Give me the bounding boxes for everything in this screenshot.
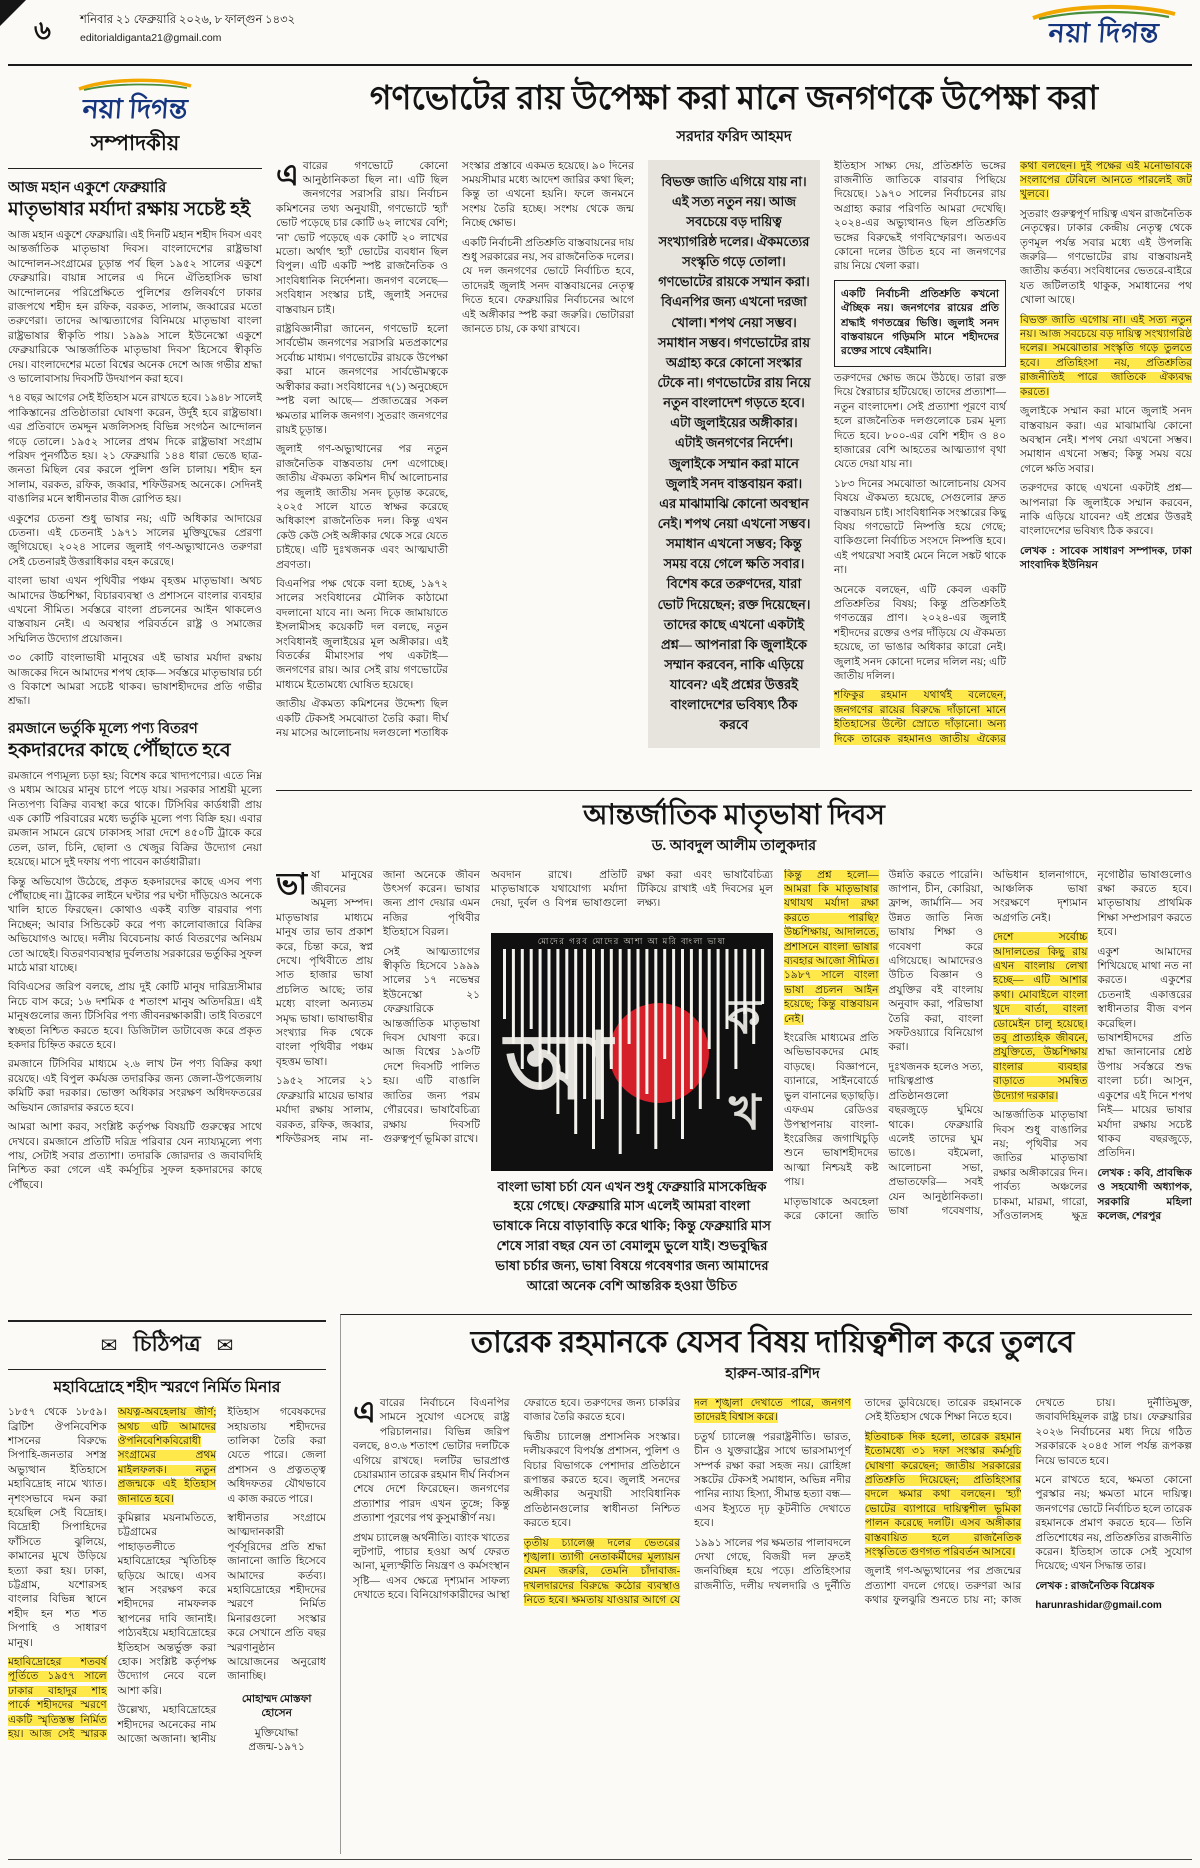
body-paragraph: বাংলা ভাষা এখন পৃথিবীর পঞ্চম বৃহত্তম মাতৃভাষা। অথচ আমাদের উচ্চশিক্ষা, বিচারব্যবস্থা ও প্রশাসনে বাংলার ব্যবহার এখনো সীমিত। সর্বস্তরে বাংলা প্রচলনের আইন থাকলেও বাস্তবায়ন নেই। এ অবস্থার পরিবর্তনে রাষ্ট্র ও সমাজের সম্মিলিত উদ্যোগ প্রয়োজন। xyxy=(8,576,262,645)
body-paragraph: বিবিএসের জরিপ বলছে, প্রায় দুই কোটি মানুষ দারিদ্র্যসীমার নিচে বাস করে; ১৬ দশমিক ৫ শতাংশ মানুষ অতিদরিদ্র। এই মানুষগুলোর জন্য টিসিবির পণ্য জীবনরক্ষাকারী। তাই বিতরণে স্বচ্ছতা নিশ্চিত করতে হবে। ডিজিটাল ডাটাবেজ করে প্রকৃত হকদার চিহ্নিত করতে হবে। xyxy=(8,982,262,1052)
highlighted-text: বিভক্ত জাতি এগোয় না। এই সত্য নতুন নয়। আজ সবচেয়ে বড় দায়িত্ব সংখ্যাগরিষ্ঠ দলের। সমঝোতার সংস্কৃতি গড়ে তুলতে হবে। প্রতিহিংসা নয়, প্রতিশ্রুতির রাজনীতিই পারে জাতিকে ঐক্যবদ্ধ করতে। xyxy=(1020,314,1192,398)
article-2-byline: ড. আবদুল আলীম তালুকদার xyxy=(651,837,817,854)
artwork-letter-ka: ক xyxy=(727,990,761,1044)
article-1-body-post xyxy=(834,160,1192,748)
body-paragraph xyxy=(1020,314,1192,400)
editorial-1-kicker: আজ মহান একুশে ফেব্রুয়ারি xyxy=(8,180,167,196)
body-paragraph: কুমিল্লার ময়নামতিতে, চট্টগ্রামের পাহাড়তলীতে মহাবিদ্রোহের স্মৃতিচিহ্ন ছড়িয়ে আছে। এসব স্থান সংরক্ষণ করে শহীদদের নামফলক স্থাপনের দাবি জানাই। পাঠ্যবইয়ে মহাবিদ্রোহের ইতিহাস অন্তর্ভুক্ত করা হোক। সংশ্লিষ্ট কর্তৃপক্ষ উদ্যোগ নেবে বলে আশা করি। xyxy=(117,1512,217,1697)
header-rule xyxy=(8,64,1192,66)
body-paragraph: রমজানে পণ্যমূল্য চড়া হয়; বিশেষ করে খাদ্যপণ্যের। এতে নিম্ন ও মধ্যম আয়ের মানুষ চাপে পড়ে যায়। সরকার সাশ্রয়ী মূল্যে নিত্যপণ্য বিক্রির ব্যবস্থা করে থাকে। টিসিবির কার্ডধারী প্রায় এক কোটি পরিবারের মধ্যে ভর্তুকি মূল্যে পণ্য বিক্রি হয়। এবার রমজান সামনে রেখে ঢাকাসহ সারা দেশে ৪৫০টি ট্রাকে করে তেল, ডাল, চিনি, ছোলা ও খেজুর বিক্রির উদ্যোগ নেয়া হয়েছে। মাসে দুই দফায় পণ্য পাবেন কার্ডধারীরা। xyxy=(8,770,262,869)
body-paragraph: ৩০ কোটি বাংলাভাষী মানুষের এই ভাষার মর্যাদা রক্ষায় আজকের দিনে আমাদের শপথ হোক— সর্বস্তরে মাতৃভাষার চর্চা ও বিকাশে আমরা সচেষ্ট থাকব। ভাষাশহীদদের প্রতি গভীর শ্রদ্ধা। xyxy=(8,653,262,708)
article-mother-language-day xyxy=(276,790,1192,1308)
editorial-sidebar xyxy=(8,72,262,1316)
editorial-1-title[interactable]: মাতৃভাষার মর্যাদা রক্ষায় সচেষ্ট হই xyxy=(8,199,251,221)
body-paragraph: তরুণদের কাছে এখনো একটাই প্রশ্ন— আপনারা কি জুলাইকে সম্মান করবেন, নাকি এড়িয়ে যাবেন? এই প্রশ্নের উত্তরই বাংলাদেশের ভবিষ্যৎ ঠিক করবে। xyxy=(1020,483,1192,538)
highlighted-text: কিন্তু প্রশ্ন হলো— আমরা কি মাতৃভাষার যথাযথ মর্যাদা রক্ষা করতে পারছি? উচ্চশিক্ষায়, আদালতে, প্রশাসনে বাংলা ভাষার ব্যবহার আজো সীমিত। ১৯৮৭ সালে বাংলা ভাষা প্রচলন আইন হয়েছে; কিন্তু বাস্তবায়ন নেই। xyxy=(784,869,879,1025)
article-2-left-columns xyxy=(276,869,480,1308)
body-paragraph: মুক্তিযোদ্ধা প্রজন্ম-১৯৭১ xyxy=(248,1727,305,1754)
artwork-top-text: মোদের গরব মোদের আশা আ মরি বাংলা ভাষা xyxy=(537,935,727,946)
letters-section-title: চিঠিপত্র xyxy=(133,1331,201,1356)
editorial-1-body xyxy=(8,229,262,710)
letters-header xyxy=(8,1320,326,1370)
body-paragraph: একটি নির্বাচনী প্রতিশ্রুতি কখনো ঐচ্ছিক নয়। জনগণের রায়ের প্রতি শ্রদ্ধাই গণতন্ত্রের ভিত্তি। জুলাই সনদ বাস্তবায়নে গড়িমসি মানে শহীদদের রক্তের সাথে বেইমানি। xyxy=(834,280,1006,367)
article-3-byline: হারুন-আর-রশিদ xyxy=(725,1366,820,1382)
masthead-logo xyxy=(1020,2,1188,47)
envelope-icon: ✉ xyxy=(100,1334,118,1357)
body-paragraph: মাতৃভাষাকে অবহেলা করে কোনো জাতি উন্নতি করতে পারেনি। জাপান, চীন, কোরিয়া, ফ্রান্স, জার্মানি— সব উন্নত জাতি নিজ ভাষায় শিক্ষা ও গবেষণা করে এগিয়েছে। আমাদেরও উচিত বিজ্ঞান ও প্রযুক্তির বই বাংলায় অনুবাদ করা, পরিভাষা তৈরি করা, বাংলা সফটওয়্যারে বিনিয়োগ করা। xyxy=(784,869,983,1222)
sidebar-logo xyxy=(8,72,262,125)
body-paragraph: আজ মহান একুশে ফেব্রুয়ারি। এই দিনটি মহান শহীদ দিবস এবং আন্তর্জাতিক মাতৃভাষা দিবস। বাংলাদেশের রাষ্ট্রভাষা আন্দোলন-সংগ্রামের চূড়ান্ত পর্ব ছিল ১৯৫২ সালের একুশে ফেব্রুয়ারি। বায়ান্ন সালের এ দিনে ঐতিহাসিক ভাষা আন্দোলনের পরিপ্রেক্ষিতে পুলিশের গুলিবর্ষণে ঢাকার রাজপথে শহীদ হন রফিক, বরকত, সালাম, জব্বারের মতো তরুণেরা। তাদের আত্মত্যাগের বিনিময়ে মাতৃভাষা বাংলা রাষ্ট্রভাষার স্বীকৃতি পায়। ১৯৯৯ সালে ইউনেস্কো একুশে ফেব্রুয়ারিকে 'আন্তর্জাতিক মাতৃভাষা দিবস' হিসেবে স্বীকৃতি দেয়। বাংলাদেশের মতো বিশ্বের অনেক দেশে আজ গভীর শ্রদ্ধা ও ভালোবাসায় দিবসটি উদযাপন করা হবে। xyxy=(8,229,262,385)
article-referendum xyxy=(276,76,1192,782)
article-1-headline[interactable]: গণভোটের রায় উপেক্ষা করা মানে জনগণকে উপেক্ষা করা xyxy=(369,81,1099,117)
body-paragraph: অবদান রাখে। প্রতিটি মাতৃভাষাকে যথাযোগ্য মর্যাদা দেয়া, দুর্বল ও বিপন্ন ভাষাগুলো রক্ষা করা এবং ভাষাবৈচিত্র্য টিকিয়ে রাখাই এই দিবসের মূল লক্ষ্য। xyxy=(491,869,773,910)
editorial-email[interactable]: editorialdiganta21@gmail.com xyxy=(80,31,222,44)
body-paragraph: অনেকে বলছেন, এটি কেবল একটি প্রতিশ্রুতির বিষয়; কিন্তু প্রতিশ্রুতিই গণতন্ত্রের প্রাণ। ২০২৪-এর জুলাই শহীদদের রক্তের ওপর দাঁড়িয়ে যে ঐকমত্য হয়েছে, তা ভাঙার অধিকার কারো নেই। জুলাই সনদ কোনো দলের দলিল নয়; এটি জাতীয় দলিল। xyxy=(834,584,1006,682)
body-paragraph: ইংরেজি মাধ্যমের প্রতি অভিভ‌াবকদের মোহ বাড়ছে। বিজ্ঞাপনে, ব্যানারে, সাইনবোর্ডে ভুল বানানের ছড়াছড়ি। এফএম রেডিওর উপস্থাপনায় বাংলা-ইংরেজির জগাখিচুড়ি শুনে ভাষাশহীদদের আত্মা নিশ্চয়ই কষ্ট পায়। xyxy=(784,1033,879,1189)
body-paragraph: দ্বিতীয় চ্যালেঞ্জ প্রশাসনিক সংস্কার। দলীয়করণে বিপর্যস্ত প্রশাসন, পুলিশ ও বিচার বিভাগকে পেশাদার প্রতিষ্ঠানে রূপান্তর করতে হবে। জুলাই সনদের অঙ্গীকার অনুযায়ী সাংবিধানিক প্রতিষ্ঠানগুলোর স্বাধীনতা নিশ্চিত করতে হবে। xyxy=(523,1431,681,1530)
body-paragraph: আমরা আশা করব, সংশ্লিষ্ট কর্তৃপক্ষ বিষয়টি গুরুত্বের সাথে দেখবে। রমজানে প্রতিটি দরিদ্র পরিবার যেন ন্যায্যমূল্যে পণ্য পায়, সেটাই সবার প্রত্যাশা। তদারকি জোরদার ও জবাবদিহি নিশ্চিত করা গেলে এই কর্মসূচির সুফল হকদারদের কাছে পৌঁছবে। xyxy=(8,1122,262,1191)
article-2-body xyxy=(276,869,1192,1308)
body-paragraph: সেই আত্মত্যাগের স্বীকৃতি হিসেবে ১৯৯৯ সালের ১৭ নভেম্বর ইউনেস্কো ২১ ফেব্রুয়ারিকে আন্তর্জাতিক মাতৃভাষা দিবস ঘোষণা করে। আজ বিশ্বের ১৯৩টি দেশে দিবসটি পালিত হয়। এটি বাঙালি জাতির জন্য পরম গৌরবের। ভাষাবৈচিত্র্য রক্ষায় দিবসটি গুরুত্বপূর্ণ ভূমিকা রাখে। xyxy=(383,946,480,1145)
artwork-letter-kha: খ xyxy=(729,1086,761,1140)
body-paragraph: তরুণদের ক্ষোভ জমে উঠছে। তারা রক্ত দিয়ে স্বৈরাচার হটিয়েছে। তাদের প্রত্যাশা— নতুন বাংলাদেশ। সেই প্রত্যাশা পূরণে ব্যর্থ হলে রাজনৈতিক দলগুলোকে চরম মূল্য দিতে হবে। ৮০০-এর বেশি শহীদ ও ৪০ হাজারের বেশি আহতের আত্মত্যাগ বৃথা যেতে দেয়া যায় না। xyxy=(834,372,1006,471)
body-paragraph: রাষ্ট্রবিজ্ঞানীরা জানেন, গণভোট হলো সার্বভৌম জনগণের সরাসরি মতপ্রকাশের সর্বোচ্চ মাধ্যম। গণভোটের রায়কে উপেক্ষা করা মানে জনগণের সার্বভৌমত্বকে অস্বীকার করা। সংবিধানের ৭(১) অনুচ্ছেদে স্পষ্ট বলা আছে— প্রজাতন্ত্রের সকল ক্ষমতার মালিক জনগণ। সুতরাং জনগণের রায়ই চূড়ান্ত। xyxy=(276,324,448,436)
article-3-body xyxy=(353,1397,1192,1829)
page-number: ৬ xyxy=(34,16,51,45)
body-paragraph: মনে রাখতে হবে, ক্ষমতা কোনো পুরস্কার নয়; ক্ষমতা মানে দায়িত্ব। জনগণের ভোটে নির্বাচিত হলে তারেক রহমানকে প্রমাণ করতে হবে— তিনি প্রতিশোধের নয়, প্রতিশ্রুতির রাজনীতি করেন। ইতিহাস তাকে সেই সুযোগ দিয়েছে; এখন সিদ্ধান্ত তার। xyxy=(1035,1475,1192,1573)
body-paragraph xyxy=(865,1431,1022,1561)
date-block xyxy=(80,12,295,46)
article-1-pull-quote: বিভক্ত জাতি এগিয়ে যায় না। এই সত্য নতুন নয়। আজ সবচেয়ে বড় দায়িত্ব সংখ্যাগরিষ্ঠ দলের। ঐকমত্যের সংস্কৃতি গড়ে তোলা। গণভোটের রায়কে সম্মান করা। বিএনপির জন্য এখনো দরজা খোলা। শপথ নেয়া সম্ভব। সমাধান সম্ভব। গণভোটের রায় অগ্রাহ্য করে কোনো সংস্কার টেকে না। গণভোটের রায় নিয়ে নতুন বাংলাদেশ গড়তে হবে। এটা জুলাইয়ের অঙ্গীকার। এটাই জনগণের নির্দেশ। জুলাইকে সম্মান করা মানে জুলাই সনদ বাস্তবায়ন করা। এর মাঝামাঝি কোনো অবস্থান নেই। শপথ নেয়া এখনো সম্ভব। সমাধান এখনো সম্ভব; কিন্তু সময় বয়ে গেলে ক্ষতি সবার। বিশেষ করে তরুণদের, যারা ভোট দিয়েছেন; রক্ত দিয়েছেন। তাদের কাছে এখনো একটাই প্রশ্ন— আপনারা কি জুলাইকে সম্মান করবেন, নাকি এড়িয়ে যাবেন? এই প্রশ্নের উত্তরই বাংলাদেশের ভবিষ্যৎ ঠিক করবে xyxy=(648,160,820,748)
envelope-icon: ✉ xyxy=(216,1334,234,1357)
article-3-headline[interactable]: তারেক রহমানকে যেসব বিষয় দায়িত্বশীল করে তুলবে xyxy=(470,1326,1075,1359)
letters-section xyxy=(8,1320,326,1860)
author-credit: লেখক : রাজনৈতিক বিশ্লেষক xyxy=(1035,1580,1155,1592)
highlighted-text: তৃতীয় চ্যালেঞ্জ দলের ভেতরের শৃঙ্খলা। ত্যাগী নেতাকর্মীদের মূল্যায়ন যেমন জরুরি, তেমনি চাঁদাবাজ-দখলদারদের বিরুদ্ধে কঠোর ব্যবস্থাও নিতে হবে। ক্ষমতায় যাওয়ার আগে যে দল শৃঙ্খলা দেখাতে পারে, জনগণ তাদেরই বিশ্বাস করে। xyxy=(523,1398,851,1607)
masthead-title: নয়া দিগন্ত xyxy=(1047,18,1161,48)
body-paragraph: প্রথম চ্যালেঞ্জ অর্থনীতি। ব্যাংক খাতের লুটপাট, পাচার হওয়া অর্থ ফেরত আনা, মূল্যস্ফীতি নিয়ন্ত্রণ ও কর্মসংস্থান সৃষ্টি— এসব ক্ষেত্রে দৃশ্যমান সাফল্য দেখাতে হবে। বিনিয়োগকারীদের আস্থা ফেরাতে হবে। তরুণদের জন্য চাকরির বাজার তৈরি করতে হবে। xyxy=(353,1398,681,1602)
article-1-byline: সরদার ফরিদ আহমদ xyxy=(676,128,792,145)
editorial-2-kicker: রমজানে ভর্তুকি মূল্যে পণ্য বিতরণ xyxy=(8,720,198,737)
editorial-2-body xyxy=(8,770,262,1193)
body-paragraph: জুলাই গণ-অভ্যুত্থানের পর প্রজন্মের প্রত্যাশা বদলে গেছে। তরুণরা আর কথার ফুলঝুরি শুনতে চায় না; কাজ দেখতে চায়। দুর্নীতিমুক্ত, জবাবদিহিমূলক রাষ্ট্র চায়। ফেব্রুয়ারির ২০২৬ নির্বাচনের মধ্য দিয়ে গঠিত সরকারকে ২০৪৫ সাল পর্যন্ত রূপকল্প নিয়ে ভাবতে হবে। xyxy=(864,1398,1192,1607)
body-paragraph: স্বাধীনতার সংগ্রামে আত্মদানকারী পূর্বসূরিদের প্রতি শ্রদ্ধা জানানো জাতি হিসেবে আমাদের কর্তব্য। মহাবিদ্রোহের শহীদদের স্মরণে নির্মিত মিনারগুলো সংস্কার করে সেখানে প্রতি বছর স্মরণানুষ্ঠান আয়োজনের অনুরোধ জানাচ্ছি। xyxy=(227,1512,326,1683)
body-paragraph: একুশ আমাদের শিখিয়েছে মাথা নত না করতে। একুশের চেতনাই একাত্তরের স্বাধীনতার বীজ বপন করেছিল। ভাষাশহীদদের প্রতি শ্রদ্ধা জানানোর শ্রেষ্ঠ উপায় সর্বস্তরে শুদ্ধ বাংলা চর্চা। আসুন, একুশের এই দিনে শপথ নিই— মায়ের ভাষার মর্যাদা রক্ষায় সচেষ্ট থাকব বছরজুড়ে, প্রতিদিন। xyxy=(1097,946,1192,1160)
article-2-center-column xyxy=(491,869,773,1308)
author-credit: লেখক : সাবেক সাধারণ সম্পাদক, ঢাকা সাংবাদিক ইউনিয়ন xyxy=(1020,545,1192,572)
sidebar-logo-swoosh-icon xyxy=(75,76,195,91)
author-credit: harunrashidar@gmail.com xyxy=(1035,1600,1162,1612)
sidebar-logo-title: নয়া দিগন্ত xyxy=(81,94,189,124)
body-paragraph: দুঃখজনক হলেও সত্য, দায়িত্বপ্রাপ্ত প্রতিষ্ঠানগুলো বছরজুড়ে ঘুমিয়ে থাকে। ফেব্রুয়ারি এলেই তাদের ঘুম ভাঙে। বইমেলা, আলোচনা সভা, প্রভাতফেরি— সবই যেন আনুষ্ঠানিকতা। ভাষা গবেষণায়, অভিধান হালনাগাদে, আঞ্চলিক ভাষা সংরক্ষণে দৃশ্যমান অগ্রগতি নেই। xyxy=(888,869,1088,1217)
article-tarique-rahman xyxy=(340,1314,1192,1854)
article-2-headline[interactable]: আন্তর্জাতিক মাতৃভাষা দিবস xyxy=(583,800,885,831)
article-2-pull-quote: বাংলা ভাষা চর্চা যেন এখন শুধু ফেব্রুয়ারি মাসকেন্দ্রিক হয়ে গেছে। ফেব্রুয়ারি মাস এলেই আমরা বাংলা ভাষাকে নিয়ে বাড়াবাড়ি করে থাকি; কিন্তু ফেব্রুয়ারি মাস শেষে সারা বছর যেন তা বেমালুম ভুলে যাই। শুভবুদ্ধির ভাষা চর্চার জন্য, ভাষা বিষয়ে গবেষণার জন্য আমাদের আরো অনেক বেশি আন্তরিক হওয়া উচিত xyxy=(493,1178,771,1293)
body-paragraph: আন্তর্জাতিক মাতৃভাষা দিবস শুধু বাঙালির নয়; পৃথিবীর সব জাতির মাতৃভাষা রক্ষার অঙ্গীকারের দিন। পার্বত্য অঞ্চলের চাকমা, মারমা, গারো, সাঁওতালসহ ক্ষুদ্র নৃগোষ্ঠীর ভাষাগুলোও রক্ষা করতে হবে। মাতৃভাষায় প্রাথমিক শিক্ষা সম্প্রসারণ করতে হবে। xyxy=(993,869,1192,1222)
body-paragraph: জুলাই গণ-অভ্যুত্থানের পর নতুন রাজনৈতিক বাস্তবতায় দেশ এগোচ্ছে। জাতীয় ঐকমত্য কমিশন দীর্ঘ আলোচনার পর জুলাই জাতীয় সনদ চূড়ান্ত করেছে, ২০২৫ সালে যাতে স্বাক্ষর করেছে অধিকাংশ রাজনৈতিক দল। কিন্তু এখন কেউ কেউ সেই অঙ্গীকার থেকে সরে যেতে চাইছে। এটি দুঃখজনক এবং আত্মঘাতী প্রবণতা। xyxy=(276,444,448,571)
article-2-right-columns xyxy=(784,869,1192,1308)
highlighted-text: শফিকুর রহমান যথার্থই বলেছেন, জনগণের রায়ের বিরুদ্ধে দাঁড়ানো মানে ইতিহাসের উল্টো স্রোতে দাঁড়ানো। অন্য দিকে তারেক রহমানও জাতীয় ঐক্যের কথা বলছেন। দুই পক্ষের এই মনোভাবকে সংলাপের টেবিলে আনতে পারলেই জট খুলবে। xyxy=(834,160,1192,745)
body-paragraph: বিএনপির পক্ষ থেকে বলা হচ্ছে, ১৯৭২ সালের সংবিধানের মৌলিক কাঠামো বদলানো যাবে না। অন্য দিকে জামায়াতে ইসলামীসহ কয়েকটি দল বলছে, নতুন সংবিধানই জুলাইয়ের মূল অঙ্গীকার। এই বিতর্কের মীমাংসার পথ একটাই— জনগণের রায়। আর সেই রায় গণভোটের মাধ্যমে ইতোমধ্যে ঘোষিত হয়েছে। xyxy=(276,578,448,691)
article-2-center-intro xyxy=(491,869,773,931)
body-paragraph xyxy=(784,869,879,1027)
drop-cap: ভা xyxy=(276,868,308,901)
article-1-body xyxy=(276,160,1192,768)
body-paragraph: একটি নির্বাচনী প্রতিশ্রুতি বাস্তবায়নের দায় শুধু সরকারের নয়, সব রাজনৈতিক দলের। যে দল জনগণের ভোটে নির্বাচিত হবে, তাদেরই জুলাই সনদ বাস্তবায়নের নেতৃত্ব দিতে হবে। ফেব্রুয়ারির নির্বাচনের আগে এই অঙ্গীকার স্পষ্ট করা জরুরি। ভোটাররা জানতে চায়, কে কথা রাখবে। xyxy=(462,237,634,336)
page-header xyxy=(0,0,1200,64)
drop-cap: এ xyxy=(353,1397,376,1429)
body-paragraph: চতুর্থ চ্যালেঞ্জ পররাষ্ট্রনীতি। ভারত, চীন ও যুক্তরাষ্ট্রের সাথে ভারসাম্যপূর্ণ সম্পর্ক রক্ষা করা সহজ নয়। রোহিঙ্গা সঙ্কটের টেকসই সমাধান, অভিন্ন নদীর পানির ন্যায্য হিস্যা, সীমান্ত হত্যা বন্ধ— এসব ইস্যুতে দৃঢ় কূটনীতি দেখাতে হবে। xyxy=(694,1431,851,1530)
body-paragraph: ১৮৩ দিনের সমঝোতা আলোচনায় যেসব বিষয়ে ঐকমত্য হয়েছে, সেগুলোর দ্রুত বাস্তবায়ন চাই। সাংবিধানিক সংস্কারের কিছু বিষয় গণভোটে নিষ্পত্তি হয়ে গেছে; বাকিগুলো নির্বাচিত সংসদে নিষ্পত্তি হবে। এই পথরেখা সবাই মেনে নিলে সঙ্কট থাকে না। xyxy=(834,478,1006,577)
shaheed-minar-artwork-image xyxy=(491,933,773,1171)
body-paragraph: একুশের চেতনা শুধু ভাষার নয়; এটি অধিকার আদায়ের চেতনা। এই চেতনাই ১৯৭১ সালের মুক্তিযুদ্ধের প্রেরণা জুগিয়েছে। ২০২৪ সালের জুলাই গণ-অভ্যুত্থানেও তরুণরা সেই চেতনারই উত্তরাধিকার বহন করেছে। xyxy=(8,513,262,568)
letter-title[interactable]: মহাবিদ্রোহে শহীদ স্মরণে নির্মিত মিনার xyxy=(53,1379,281,1396)
highlighted-text: মহাবিদ্রোহের শতবর্ষ পূর্তিতে ১৯৫৭ সালে ঢাকার বাহাদুর শাহ পার্কে শহীদদের স্মরণে একটি স্মৃতিস্তম্ভ নির্মিত হয়। আজ সেই স্মারক অযত্ন-অবহেলায় জীর্ণ; অথচ এটি আমাদের ঔপনিবেশিকবিরোধী সংগ্রামের প্রথম মাইলফলক। নতুন প্রজন্মকে এই ইতিহাস জানাতে হবে। xyxy=(8,1407,217,1741)
editorial-2 xyxy=(8,720,262,1193)
body-paragraph: মোহাম্মদ মোস্তফা হোসেন xyxy=(241,1693,312,1720)
body-paragraph: ১৯৫২ সালের ২১ ফেব্রুয়ারি মায়ের ভাষার মর্যাদা রক্ষায় সালাম, বরকত, রফিক, জব্বার, শফিউরসহ নাম না-জানা অনেকে জীবন উৎসর্গ করেন। ভাষার জন্য প্রাণ দেয়ার এমন নজির পৃথিবীর ইতিহাসে বিরল। xyxy=(276,869,480,1145)
body-paragraph: সুতরাং গুরুত্বপূর্ণ দায়িত্ব এখন রাজনৈতিক নেতৃত্বের। ঢাকার কেন্দ্রীয় নেতৃত্ব থেকে তৃণমূল পর্যন্ত সবার মধ্যে এই উপলব্ধি জরুরি— গণভোটের রায় বাস্তবায়নই জাতীয় কর্তব্য। সংবিধানের ভেতরে-বাইরে যত জটিলতাই থাকুক, সমাধানের পথ খোলা আছে। xyxy=(1020,208,1192,307)
letter-body xyxy=(8,1406,326,1834)
body-paragraph: কিন্তু অভিযোগ উঠেছে, প্রকৃত হকদারদের কাছে এসব পণ্য পৌঁছাচ্ছে না। ট্রাকের লাইনে ঘণ্টার পর ঘণ্টা দাঁড়িয়েও অনেকে খালি হাতে ফিরছেন। কোথাও একই ব্যক্তি বারবার পণ্য নিচ্ছেন; আবার সিন্ডিকেট করে পণ্য কালোবাজারে বিক্রির অভিযোগও আছে। দলীয় বিবেচনায় কার্ড বিতরণের অনিয়ম তো আছেই। বিতরণব্যবস্থার দুর্বলতায় সরকারের ভর্তুকির সুফল মাঠে মারা যাচ্ছে। xyxy=(8,876,262,975)
highlighted-text: ইতিবাচক দিক হলো, তারেক রহমান ইতোমধ্যে ৩১ দফা সংস্কার কর্মসূচি ঘোষণা করেছেন; জাতীয় সরকারের প্রতিশ্রুতি দিয়েছেন; প্রতিহিংসার বদলে ক্ষমার কথা বলছেন। 'হ্যাঁ' ভোটের ব্যাপারে দায়িত্বশীল ভূমিকা পালন করেছে দলটি। এসব অঙ্গীকার বাস্তবায়িত হলে রাজনৈতিক সংস্কৃতিতে গুণগত পরিবর্তন আসবে। xyxy=(864,1431,1022,1559)
body-paragraph: জাতীয় ঐকমত্য কমিশনের উদ্দেশ্য ছিল একটি টেকসই সমঝোতা তৈরি করা। দীর্ঘ নয় মাসের আলোচনায় দলগুলো শতাধিক সংস্কার প্রস্তাবে একমত হয়েছে। ৯০ দিনের সময়সীমার মধ্যে আদেশ জারির কথা ছিল; কিন্তু তা এখনো হয়নি। ফলে জনমনে সংশয় তৈরি হচ্ছে। সংশয় থেকে জন্ম নিচ্ছে ক্ষোভ। xyxy=(276,160,634,740)
author-credit: লেখক : কবি, প্রাবন্ধিক ও সহযোগী অধ্যাপক, সরকারি মহিলা কলেজ, শেরপুর xyxy=(1097,1167,1192,1222)
body-paragraph: জুলাইকে সম্মান করা মানে জুলাই সনদ বাস্তবায়ন করা। এর মাঝামাঝি কোনো অবস্থান নেই। শপথ নেয়া এখনো সম্ভব। সমাধান এখনো সম্ভব; কিন্তু সময় বয়ে গেলে ক্ষতি সবার। xyxy=(1020,406,1192,475)
body-paragraph: ১৯৯১ সালের পর ক্ষমতার পালাবদলে দেখা গেছে, বিজয়ী দল দ্রুতই জনবিচ্ছিন্ন হয়ে পড়ে। প্রতিহিংসার রাজনীতি, দলীয় দখলদারি ও দুর্নীতি তাদের ডুবিয়েছে। তারেক রহমানকে সেই ইতিহাস থেকে শিক্ষা নিতে হবে। xyxy=(694,1398,1022,1592)
editorial-2-title[interactable]: হকদারদের কাছে পৌঁছাতে হবে xyxy=(8,740,231,761)
body-paragraph: ইতিহাস সাক্ষ্য দেয়, প্রতিশ্রুতি ভঙ্গের রাজনীতি জাতিকে বারবার পিছিয়ে দিয়েছে। ১৯৭০ সালের নির্বাচনের রায় অগ্রাহ্য করার পরিণতি আমরা দেখেছি। ২০২৪-এর অভ্যুত্থানও ছিল প্রতিশ্রুতি ভঙ্গের বিরুদ্ধেই গণবিস্ফোরণ। অতএব কোনো দলের উচিত হবে না জনগণের রায় নিয়ে খেলা করা। xyxy=(834,160,1006,273)
section-title-editorial: সম্পাদকীয় xyxy=(8,125,262,169)
drop-cap: এ xyxy=(276,159,299,192)
bottom-rule xyxy=(8,1859,1192,1860)
article-1-body-pre xyxy=(276,160,634,748)
corner-fold-decoration xyxy=(0,0,26,26)
body-paragraph: উল্লেখ্য, মহাবিদ্রোহের শহীদদের অনেকের নাম আজো অজানা। স্থানীয় ইতিহাস গবেষকদের সহায়তায় শহীদদের তালিকা তৈরি করা যেতে পারে। জেলা প্রশাসন ও প্রত্নতত্ত্ব অধিদফতর যৌথভাবে এ কাজ করতে পারে। xyxy=(117,1407,326,1746)
body-paragraph: এবারের নির্বাচনে বিএনপির সামনে সুযোগ এসেছে রাষ্ট্র পরিচালনার। বিভিন্ন জরিপ বলছে, ৪৩.৬ শতাংশ ভোটার দলটিকে এগিয়ে রাখছে। দলটির ভারপ্রাপ্ত চেয়ারম্যান তারেক রহমান দীর্ঘ নির্বাসন শেষে দেশে ফিরেছেন। জনগণের প্রত্যাশার পারদ এখন তুঙ্গে; কিন্তু প্রত্যাশা পূরণের পথ কুসুমাস্তীর্ণ নয়। xyxy=(353,1397,510,1525)
body-paragraph: রমজানে টিসিবির মাধ্যমে ২.৬ লাখ টন পণ্য বিক্রির কথা রয়েছে। এই বিপুল কর্মযজ্ঞ তদারকির জন্য জেলা-উপজেলায় কমিটি করা দরকার। ভোক্তা অধিকার সংরক্ষণ অধিদফতরের অভিযান জোরদার করতে হবে। xyxy=(8,1059,262,1114)
body-paragraph: ১৮৫৭ থেকে ১৮৫৯। ব্রিটিশ ঔপনিবেশিক শাসনের বিরুদ্ধে সিপাহি-জনতার সশস্ত্র অভ্যুত্থান ইতিহাসে মহাবিদ্রোহ নামে খ্যাত। নৃশংসভাবে দমন করা হয়েছিল সেই বিদ্রোহ। বিদ্রোহী সিপাহিদের ফাঁসিতে ঝুলিয়ে, কামানের মুখে উড়িয়ে হত্যা করা হয়। ঢাকা, চট্টগ্রাম, যশোরসহ বাংলার বিভিন্ন স্থানে শহীদ হন শত শত সিপাহি ও সাধারণ মানুষ। xyxy=(8,1407,107,1649)
body-paragraph xyxy=(993,931,1088,1104)
artwork-letter-a: আ xyxy=(505,1015,613,1118)
body-paragraph: ৭৪ বছর আগের সেই ইতিহাস মনে রাখতে হবে। ১৯৪৮ সালেই পাকিস্তানের প্রতিষ্ঠাতারা ঘোষণা করেন, উর্দুই হবে রাষ্ট্রভাষা। এর প্রতিবাদে তমদ্দুন মজলিসসহ বিভিন্ন সংগঠন আন্দোলন গড়ে তোলে। ১৯৫২ সালের প্রথম দিকে রাষ্ট্রভাষা সংগ্রাম পরিষদ পুনর্গঠিত হয়। ২১ ফেব্রুয়ারি ১৪৪ ধারা ভেঙে ছাত্র-জনতা মিছিল বের করলে পুলিশ গুলি চালায়। শহীদ হন সালাম, বরকত, রফিক, জব্বার, শফিউরসহ অনেকে। সেদিনই বাঙালির মনে স্বাধীনতার বীজ রোপিত হয়। xyxy=(8,393,262,506)
highlighted-text: দেশে সর্বোচ্চ আদালতের কিছু রায় এখন বাংলায় লেখা হচ্ছে— এটি আশার কথা। মোবাইলে বাংলা খুদে বার্তা, বাংলা ডোমেইন চালু হয়েছে। তবু প্রাত্যহিক জীবনে, প্রযুক্তিতে, উচ্চশিক্ষায় বাংলার ব্যবহার বাড়াতে সমন্বিত উদ্যোগ দরকার। xyxy=(993,932,1088,1102)
date-line: শনিবার ২১ ফেব্রুয়ারি ২০২৬, ৮ ফাল্গুন ১৪৩২ xyxy=(80,14,296,26)
red-sun-circle xyxy=(609,1003,709,1103)
body-paragraph: ভাষা মানুষের জীবনের অমূল্য সম্পদ। মাতৃভাষার মাধ্যমে মানুষ তার ভাব প্রকাশ করে, চিন্তা করে, স্বপ্ন দেখে। পৃথিবীতে প্রায় সাত হাজার ভাষা প্রচলিত আছে; তার মধ্যে বাংলা অন্যতম সমৃদ্ধ ভাষা। ভাষাভাষীর সংখ্যার দিক থেকে বাংলা পৃথিবীর পঞ্চম বৃহত্তম ভাষা। xyxy=(276,868,373,1068)
editorial-1 xyxy=(8,179,262,710)
body-paragraph: এবারের গণভোটে কোনো আনুষ্ঠানিকতা ছিল না। এটি ছিল জনগণের সরাসরি রায়। নির্বাচন কমিশনের তথ্য অনুযায়ী, গণভোটে 'হ্যাঁ' ভোট পড়েছে চার কোটি ৬২ লাখের বেশি; 'না' ভোট পড়েছে এক কোটি ২০ লাখের মতো। অর্থাৎ 'হ্যাঁ' ভোটের ব্যবধান ছিল বিপুল। এটি একটি স্পষ্ট রাজনৈতিক ও সাংবিধানিক নির্দেশনা। জনগণ বলেছে— সংবিধান সংস্কার চাই, জুলাই সনদের বাস্তবায়ন চাই। xyxy=(276,159,448,316)
